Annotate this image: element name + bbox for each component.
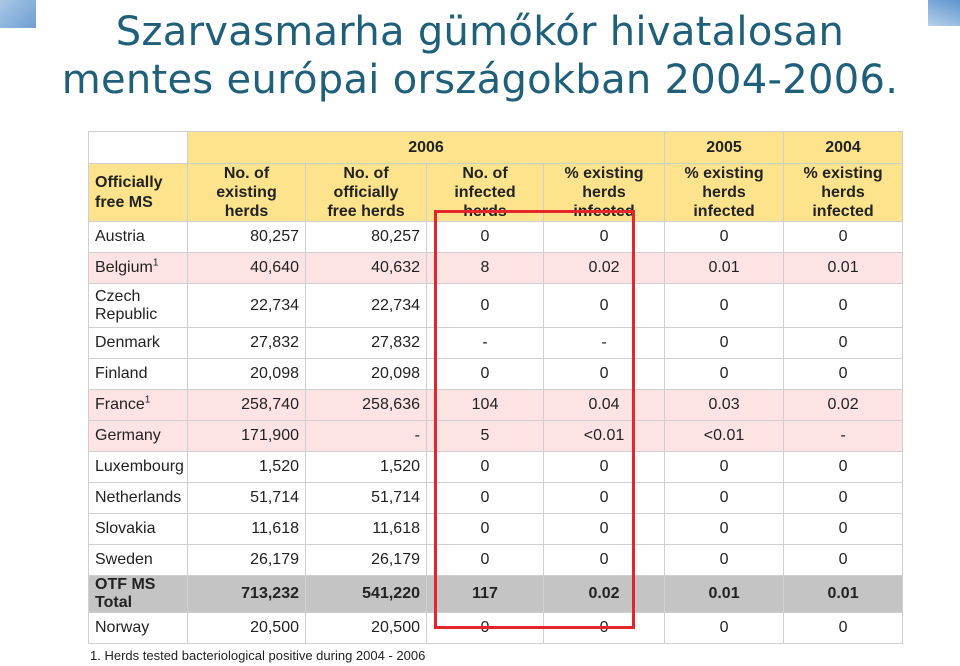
corner-header-line1: Officially <box>95 173 163 191</box>
data-cell: 0 <box>544 452 665 483</box>
column-header-line1: No. of <box>462 165 508 182</box>
slide-title-line1: Szarvasmarha gümőkór hivatalosan <box>115 9 845 55</box>
data-cell: 40,640 <box>188 253 306 284</box>
data-cell: <0.01 <box>665 421 784 452</box>
data-cell: 0 <box>784 359 903 390</box>
data-cell: 0 <box>544 222 665 253</box>
column-header-line1: No. of <box>223 165 270 182</box>
data-cell: 0 <box>665 222 784 253</box>
corner-header-line2: free MS <box>95 193 153 211</box>
column-header <box>427 164 544 222</box>
data-cell: 20,098 <box>188 359 306 390</box>
data-cell: 0 <box>544 613 665 644</box>
year-header-2006: 2006 <box>188 132 665 164</box>
data-cell: 20,098 <box>306 359 427 390</box>
data-cell: 0 <box>427 483 544 514</box>
data-cell: 713,232 <box>188 576 306 613</box>
data-cell: 26,179 <box>306 545 427 576</box>
country-cell <box>89 483 188 514</box>
data-cell: 0 <box>665 284 784 328</box>
data-cell: 1,520 <box>188 452 306 483</box>
footnote-marker: 1 <box>144 394 151 406</box>
column-header-line1: % existing <box>564 165 644 182</box>
table-row <box>89 421 903 452</box>
data-cell: 0 <box>427 359 544 390</box>
header-blank <box>89 132 188 164</box>
data-cell: 0 <box>665 613 784 644</box>
country-name: Finland <box>95 365 148 382</box>
data-cell: 51,714 <box>306 483 427 514</box>
country-name: Czech <box>95 287 141 305</box>
data-cell: 0.02 <box>544 576 665 613</box>
data-cell: 0.01 <box>665 253 784 284</box>
table-row <box>89 613 903 644</box>
data-cell: 11,618 <box>188 514 306 545</box>
column-header-line1: % existing <box>803 165 883 182</box>
data-cell: 27,832 <box>306 328 427 359</box>
data-cell: 0.02 <box>784 390 903 421</box>
data-cell: 258,636 <box>306 390 427 421</box>
column-header <box>188 164 306 222</box>
data-cell: 0.01 <box>784 253 903 284</box>
data-cell: 0 <box>427 545 544 576</box>
country-name: France <box>95 396 145 413</box>
column-header <box>544 164 665 222</box>
country-cell <box>89 613 188 644</box>
table-row <box>89 328 903 359</box>
country-cell <box>89 390 188 421</box>
data-cell: 0 <box>784 328 903 359</box>
country-name-line2: Republic <box>95 305 158 323</box>
table-row <box>89 514 903 545</box>
data-cell: 0 <box>427 514 544 545</box>
data-cell: 80,257 <box>188 222 306 253</box>
country-cell <box>89 514 188 545</box>
data-cell: 0 <box>544 545 665 576</box>
data-cell: 11,618 <box>306 514 427 545</box>
data-cell: 0.01 <box>665 576 784 613</box>
country-name: Austria <box>95 228 145 245</box>
table-row <box>89 483 903 514</box>
data-cell: 0 <box>544 514 665 545</box>
country-cell <box>89 284 188 328</box>
column-header-line2: herds infected <box>573 184 635 220</box>
country-name: Norway <box>95 619 150 636</box>
country-cell <box>89 421 188 452</box>
data-cell: 258,740 <box>188 390 306 421</box>
data-cell: 0.02 <box>544 253 665 284</box>
data-cell: 0 <box>427 613 544 644</box>
table-row <box>89 545 903 576</box>
data-cell: <0.01 <box>544 421 665 452</box>
column-header-line2: infected herds <box>454 184 516 220</box>
column-header-line2: herds infected <box>693 184 755 220</box>
data-cell: 0.04 <box>544 390 665 421</box>
table-row <box>89 452 903 483</box>
column-header <box>306 164 427 222</box>
column-header <box>784 164 903 222</box>
year-header-2004: 2004 <box>784 132 903 164</box>
data-cell: 80,257 <box>306 222 427 253</box>
column-header-line2: existing herds <box>216 184 277 220</box>
data-cell: 0 <box>427 284 544 328</box>
data-cell: 51,714 <box>188 483 306 514</box>
table-row <box>89 359 903 390</box>
data-cell: 26,179 <box>188 545 306 576</box>
data-cell: 22,734 <box>306 284 427 328</box>
data-cell: 22,734 <box>188 284 306 328</box>
table-body <box>89 222 903 644</box>
country-name: Denmark <box>95 334 160 351</box>
data-cell: 0 <box>784 284 903 328</box>
country-cell <box>89 222 188 253</box>
data-cell: 0 <box>784 514 903 545</box>
corner-header <box>89 164 188 222</box>
data-cell: 20,500 <box>306 613 427 644</box>
data-cell: 0 <box>784 545 903 576</box>
country-name: Luxembourg <box>95 458 184 475</box>
data-cell: 0 <box>665 483 784 514</box>
data-cell: 0 <box>665 452 784 483</box>
data-cell: 171,900 <box>188 421 306 452</box>
table-row <box>89 253 903 284</box>
country-name: OTF MS Total <box>95 576 156 611</box>
footnote-marker: 1 <box>152 257 159 269</box>
country-name: Netherlands <box>95 489 182 506</box>
country-cell <box>89 452 188 483</box>
data-cell: 104 <box>427 390 544 421</box>
data-cell: - <box>306 421 427 452</box>
country-name: Slovakia <box>95 520 156 537</box>
country-cell <box>89 359 188 390</box>
data-cell: 0.01 <box>784 576 903 613</box>
data-cell: 0 <box>784 222 903 253</box>
table-row <box>89 222 903 253</box>
data-cell: 40,632 <box>306 253 427 284</box>
column-header <box>665 164 784 222</box>
data-cell: 0.03 <box>665 390 784 421</box>
country-cell <box>89 328 188 359</box>
slide-title <box>0 8 960 104</box>
country-cell <box>89 253 188 284</box>
country-name: Germany <box>95 427 161 444</box>
data-cell: 0 <box>665 514 784 545</box>
data-cell: 0 <box>665 328 784 359</box>
column-header-line1: % existing <box>684 165 764 182</box>
slide-title-line2: mentes európai országokban 2004-2006. <box>61 57 899 103</box>
data-cell: 117 <box>427 576 544 613</box>
table-row <box>89 390 903 421</box>
data-cell: 0 <box>427 452 544 483</box>
data-cell: - <box>784 421 903 452</box>
data-cell: - <box>544 328 665 359</box>
column-header-line2: free herds <box>327 203 405 220</box>
data-cell: 0 <box>544 359 665 390</box>
country-cell <box>89 576 188 613</box>
data-cell: 5 <box>427 421 544 452</box>
data-cell: 0 <box>784 452 903 483</box>
data-cell: 0 <box>665 359 784 390</box>
data-cell: 0 <box>784 613 903 644</box>
data-cell: 1,520 <box>306 452 427 483</box>
footnote: 1. Herds tested bacteriological positive during 2004 - 2006 <box>90 648 426 663</box>
data-cell: 0 <box>544 483 665 514</box>
data-cell: 0 <box>665 545 784 576</box>
country-name: Belgium <box>95 259 153 276</box>
data-cell: 8 <box>427 253 544 284</box>
data-cell: 0 <box>544 284 665 328</box>
table-row <box>89 284 903 328</box>
data-cell: 27,832 <box>188 328 306 359</box>
data-cell: 20,500 <box>188 613 306 644</box>
country-name: Sweden <box>95 551 153 568</box>
data-cell: 0 <box>427 222 544 253</box>
data-cell: 0 <box>784 483 903 514</box>
country-cell <box>89 545 188 576</box>
data-cell: 541,220 <box>306 576 427 613</box>
tuberculosis-table <box>88 131 903 644</box>
data-cell: - <box>427 328 544 359</box>
year-header-2005: 2005 <box>665 132 784 164</box>
column-header-line2: herds infected <box>812 184 874 220</box>
table-row <box>89 576 903 613</box>
column-header-line1: No. of officially <box>333 165 399 201</box>
